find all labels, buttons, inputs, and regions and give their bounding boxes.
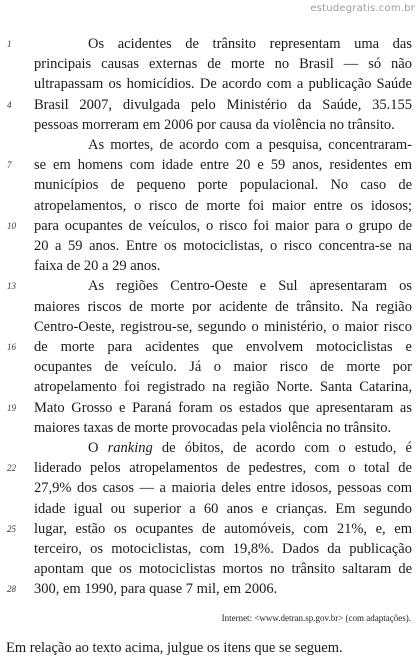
passage-line: 27,9% dos casos — a maioria deles entre idosos, pessoas com <box>34 480 412 496</box>
line-number: 25 <box>7 524 16 534</box>
question-prompt: Em relação ao texto acima, julgue os itens que se seguem. <box>6 640 343 656</box>
line-number <box>7 499 25 519</box>
passage-line: As mortes, de acordo com a pesquisa, concentraram- <box>88 137 412 153</box>
line-number: 7 <box>7 160 12 170</box>
line-number: 4 <box>7 100 12 110</box>
passage-line: lugar, estão os ocupantes de automóveis, com 21%, e, em <box>34 521 412 537</box>
source-citation: Internet: <www.detran.sp.gov.br> (com adaptações). <box>221 613 411 623</box>
line-number <box>7 175 25 195</box>
line-number <box>7 196 25 216</box>
passage-line: As regiões Centro-Oeste e Sul apresentaram os <box>88 278 412 294</box>
line-number: 19 <box>7 403 16 413</box>
passage-line: idade igual ou superior a 60 anos e crianças. Em segundo <box>34 501 412 517</box>
line-number <box>7 236 25 256</box>
line-number <box>7 377 25 397</box>
passage-line: maiores riscos de morte por acidente de trânsito. Na região <box>34 299 412 315</box>
line-number: 22 <box>7 463 16 473</box>
site-watermark: estudegratis.com.br <box>310 3 415 14</box>
passage-line: se em homens com idade entre 20 e 59 anos, residentes em <box>34 157 412 173</box>
line-number: 13 <box>7 281 16 291</box>
line-number <box>7 317 25 337</box>
line-number <box>7 559 25 579</box>
passage-line: 20 a 59 anos. Entre os motociclistas, o risco concentra-se na <box>34 238 412 254</box>
passage-line: terceiro, os motociclistas, com 19,8%. Dados da publicação <box>34 541 412 557</box>
line-number <box>7 135 25 155</box>
line-number <box>7 539 25 559</box>
line-number <box>7 438 25 458</box>
line-number: 28 <box>7 584 16 594</box>
italic-term: ranking <box>107 440 153 456</box>
line-number <box>7 418 25 438</box>
passage-line: Brasil 2007, divulgada pelo Ministério da Saúde, 35.155 <box>34 97 412 113</box>
passage-line: principais causas externas de morte no Brasil — só não <box>34 56 412 72</box>
line-number <box>7 478 25 498</box>
line-number <box>7 357 25 377</box>
passage-line: municípios de pequeno porte populacional. No caso de <box>34 177 412 193</box>
passage-line: atropelamento foi registrado na região Norte. Santa Catarina, <box>34 379 412 395</box>
line-number <box>7 256 25 276</box>
passage-line: de morte para acidentes que envolvem motociclistas e <box>34 339 412 355</box>
passage-line: apontam que os motociclistas mortos no trânsito saltaram de <box>34 561 412 577</box>
passage-line: maiores taxas de morte provocadas pela violência no trânsito. <box>34 420 392 436</box>
passage-line: atropelamentos, o risco de morte foi maior entre os idosos; <box>34 198 412 214</box>
passage-line: Centro-Oeste, registrou-se, segundo o ministério, o maior risco <box>34 319 412 335</box>
text-passage <box>0 34 419 600</box>
line-number: 1 <box>7 39 12 49</box>
passage-line: liderado pelos atropelamentos de pedestres, com o total de <box>34 460 412 476</box>
line-number <box>7 74 25 94</box>
line-number <box>7 54 25 74</box>
passage-line: ultrapassam os homicídios. De acordo com a publicação Saúde <box>34 76 412 92</box>
passage-line: Mato Grosso e Paraná foram os estados que apresentaram as <box>34 400 412 416</box>
passage-line: para ocupantes de veículos, o risco foi maior para o grupo de <box>34 218 412 234</box>
passage-line: O ranking de óbitos, de acordo com o estudo, é <box>88 440 412 456</box>
passage-line: Os acidentes de trânsito representam uma das <box>88 36 412 52</box>
passage-line: 300, em 1990, para quase 7 mil, em 2006. <box>34 581 278 597</box>
passage-line: pessoas morreram em 2006 por causa da violência no trânsito. <box>34 117 395 133</box>
line-number <box>7 115 25 135</box>
passage-line: faixa de 20 a 29 anos. <box>34 258 161 274</box>
line-number: 16 <box>7 342 16 352</box>
line-number: 10 <box>7 221 16 231</box>
passage-line: ocupantes de veículo. Já o maior risco de morte por <box>34 359 412 375</box>
line-number <box>7 297 25 317</box>
